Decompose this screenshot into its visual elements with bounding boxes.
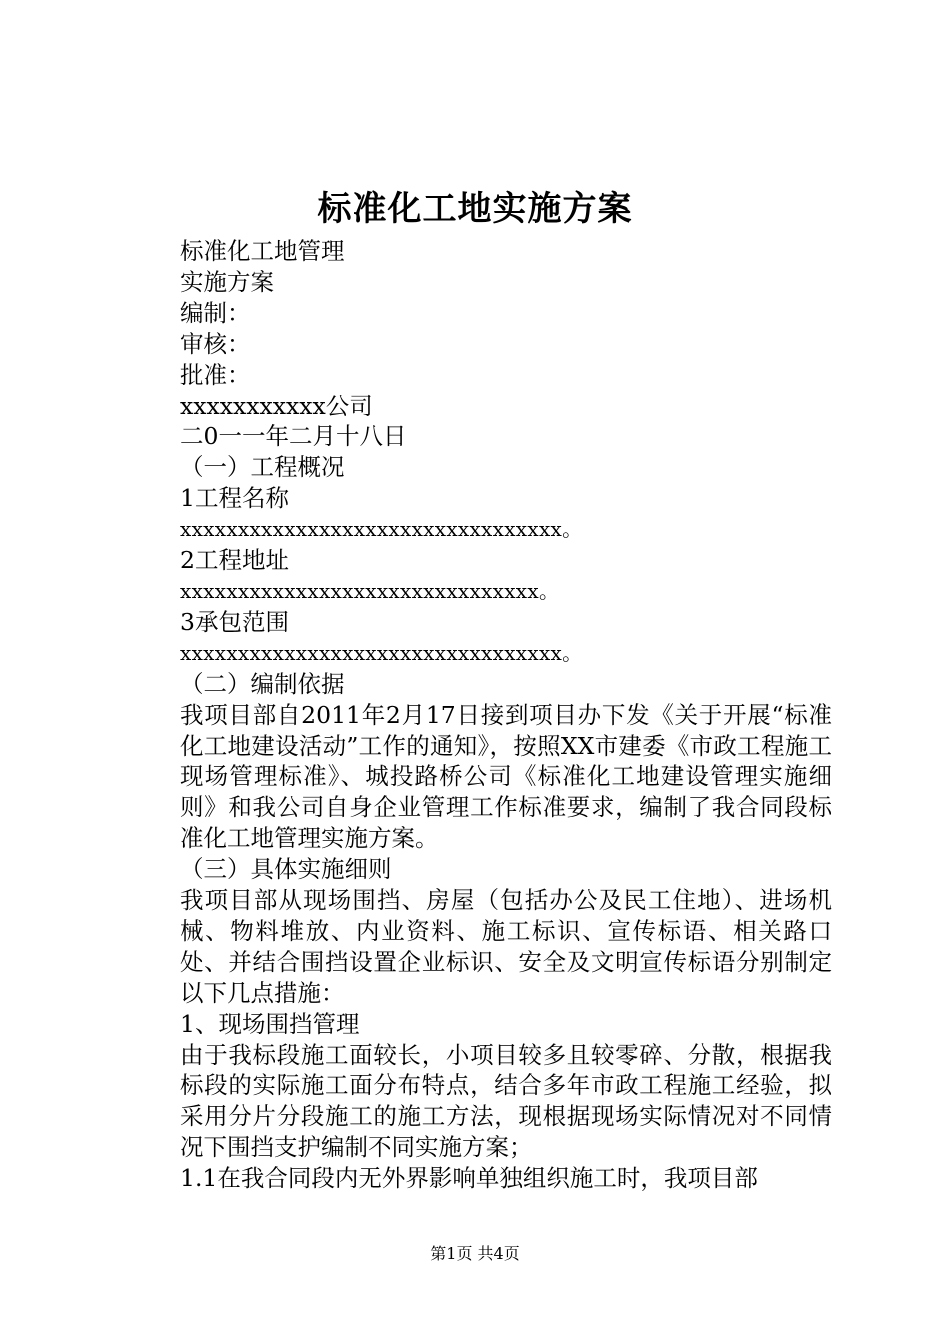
contract-scope-value: xxxxxxxxxxxxxxxxxxxxxxxxxxxxxxxxx。 xyxy=(180,640,583,665)
heading-contract-scope: 3承包范围 xyxy=(180,607,289,636)
line-date: 二0一一年二月十八日 xyxy=(180,422,407,451)
heading-project-address: 2工程地址 xyxy=(180,546,289,575)
paragraph-enclosure-1-1: 1.1在我合同段内无外界影响单独组织施工时，我项目部 xyxy=(180,1164,758,1193)
paragraph-enclosure: 由于我标段施工面较长，小项目较多且较零碎、分散，根据我标段的实际施工面分布特点，结合多年市政工程施工经验，拟采用分片分段施工的施工方法，现根据现场实际情况对不同情况下围挡支护编制不同实施方案； xyxy=(180,1040,832,1162)
heading-enclosure: 1、现场围挡管理 xyxy=(180,1009,360,1038)
project-name-value: xxxxxxxxxxxxxxxxxxxxxxxxxxxxxxxxx。 xyxy=(180,517,583,542)
heading-details: （三）具体实施细则 xyxy=(180,855,392,884)
page-number-footer: 第1页 共4页 xyxy=(430,1244,520,1263)
heading-project-name: 1工程名称 xyxy=(180,484,289,513)
line-approver: 批准： xyxy=(180,360,251,389)
heading-overview: （一）工程概况 xyxy=(180,453,345,482)
line-subtitle-1: 标准化工地管理 xyxy=(180,237,345,265)
paragraph-measures: 我项目部从现场围挡、房屋（包括办公及民工住地）、进场机械、物料堆放、内业资料、施工标识、宣传标语、相关路口处、并结合围挡设置企业标识、安全及文明宣传标语分别制定以下几点措施： xyxy=(180,886,832,1007)
paragraph-basis: 我项目部自2011年2月17日接到项目办下发《关于开展“标准化工地建设活动”工作的通知》，按照XX市建委《市政工程施工现场管理标准》、城投路桥公司《标准化工地建设管理实施细则》和我公司自身企业管理工作标准要求，编制了我合同段标准化工地管理实施方案。 xyxy=(180,700,832,853)
line-subtitle-2: 实施方案 xyxy=(180,267,274,296)
project-address-value: xxxxxxxxxxxxxxxxxxxxxxxxxxxxxxx。 xyxy=(180,578,560,603)
document-body xyxy=(180,236,832,1194)
line-reviewer: 审核： xyxy=(180,329,251,358)
line-company: xxxxxxxxxxx公司 xyxy=(180,391,373,420)
line-compiler: 编制： xyxy=(180,298,251,327)
heading-basis: （二）编制依据 xyxy=(180,669,345,698)
document-title: 标准化工地实施方案 xyxy=(317,189,633,229)
